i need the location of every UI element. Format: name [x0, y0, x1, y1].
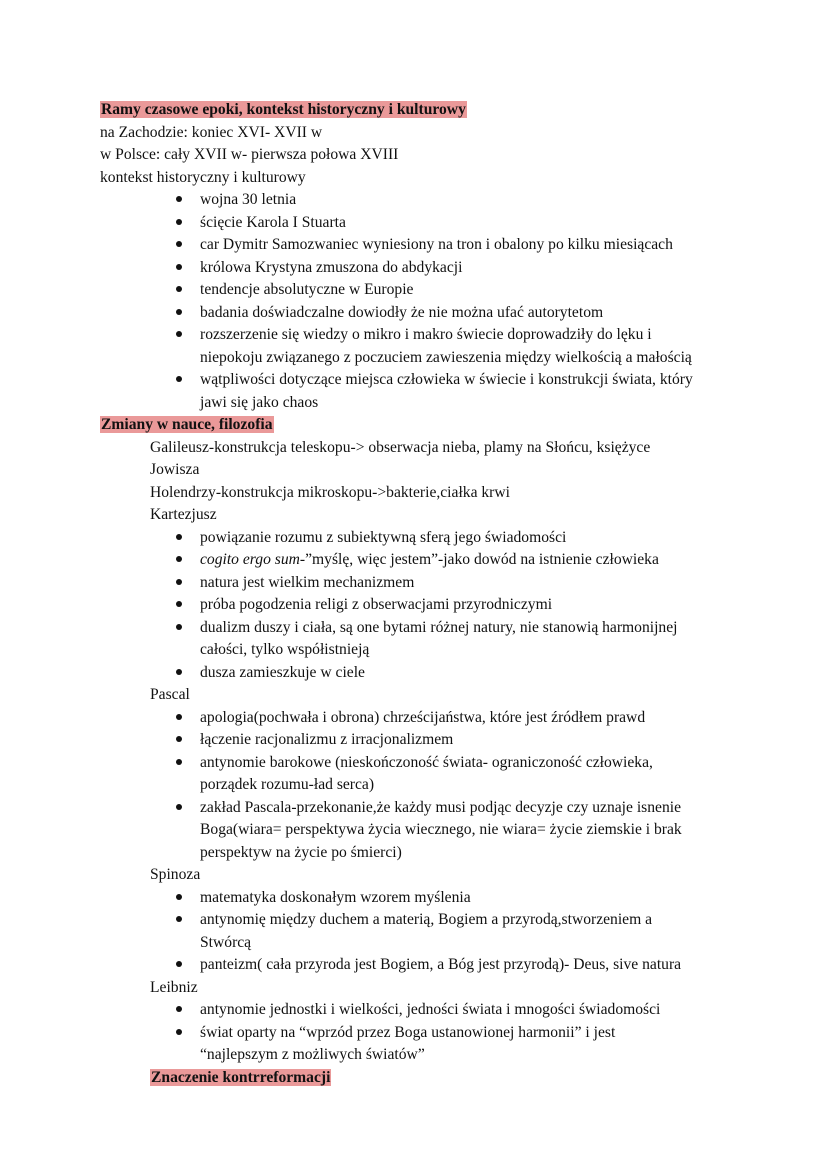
list-item: łączenie racjonalizmu z irracjonalizmem: [200, 731, 454, 748]
list-item: królowa Krystyna zmuszona do abdykacji: [200, 258, 463, 276]
text-line-west: na Zachodzie: koniec XVI- XVII w: [100, 123, 323, 141]
bullet-icon: [176, 759, 182, 765]
bullet-icon: [176, 579, 182, 585]
list-item: dualizm duszy i ciała, są one bytami różnej natury, nie stanowią harmonijnej: [200, 618, 678, 636]
list-item: natura jest wielkim mechanizmem: [200, 573, 415, 591]
list-item: panteizm( cała przyroda jest Bogiem, a Bóg jest przyrodą)- Deus, sive natura: [200, 956, 682, 973]
section-heading-counter-reformation: Znaczenie kontrreformacji: [151, 1068, 331, 1086]
list-item: powiązanie rozumu z subiektywną sferą jego świadomości: [200, 528, 567, 546]
bullet-icon: [176, 804, 182, 810]
bullet-icon: [176, 376, 182, 382]
bullet-icon: [176, 556, 182, 562]
bullet-icon: [176, 916, 182, 922]
list-item: matematyka doskonałym wzorem myślenia: [200, 888, 471, 906]
text-line-poland: w Polsce: cały XVII w- pierwsza połowa XVIII: [100, 146, 399, 163]
list-item: świat oparty na “wprzód przez Boga ustanowionej harmonii” i jest: [200, 1023, 616, 1041]
subheading-pascal: Pascal: [150, 686, 190, 703]
list-item: antynomie barokowe (nieskończoność świata- ograniczoność człowieka,: [200, 753, 653, 771]
list-item-continuation: porządek rozumu-ład serca): [200, 776, 375, 793]
bullet-icon: [176, 309, 182, 315]
bullet-icon: [176, 894, 182, 900]
list-item-continuation: “najlepszym z możliwych światów”: [200, 1046, 425, 1063]
bullet-icon: [176, 961, 182, 967]
list-item: wątpliwości dotyczące miejsca człowieka w świecie i konstrukcji świata, który: [200, 371, 693, 388]
list-item: dusza zamieszkuje w ciele: [200, 663, 365, 681]
list-item: car Dymitr Samozwaniec wyniesiony na tron i obalony po kilku miesiącach: [200, 236, 673, 253]
list-item: cogito ergo sum-”myślę, więc jestem”-jako dowód na istnienie człowieka: [200, 551, 659, 568]
list-item-continuation: jawi się jako chaos: [200, 393, 319, 411]
text-line-dutch: Holendrzy-konstrukcja mikroskopu->bakterie,ciałka krwi: [150, 483, 510, 501]
bullet-icon: [176, 736, 182, 742]
list-item: antynomię między duchem a materią, Bogiem a przyrodą,stworzeniem a: [200, 911, 653, 928]
bullet-icon: [176, 1006, 182, 1012]
bullet-icon: [176, 669, 182, 675]
italic-phrase: cogito ergo sum: [200, 551, 300, 568]
list-item: tendencje absolutyczne w Europie: [200, 281, 414, 298]
bullet-icon: [176, 331, 182, 337]
list-item: antynomie jednostki i wielkości, jedności świata i mnogości świadomości: [200, 1001, 661, 1018]
text-line-galileo-continuation: Jowisza: [150, 461, 200, 478]
section-heading-science: Zmiany w nauce, filozofia: [101, 416, 273, 433]
list-item: wojna 30 letnia: [200, 191, 297, 208]
list-item-continuation: Stwórcą: [200, 933, 252, 951]
subheading-kartezjusz: Kartezjusz: [150, 506, 217, 523]
subheading-leibniz: Leibniz: [150, 978, 198, 996]
bullet-icon: [176, 286, 182, 292]
bullet-icon: [176, 1029, 182, 1035]
bullet-icon: [176, 624, 182, 630]
bullet-icon: [176, 196, 182, 202]
bullet-icon: [176, 241, 182, 247]
bullet-icon: [176, 601, 182, 607]
list-item: zakład Pascala-przekonanie,że każdy musi podjąc decyzje czy uznaje isnenie: [200, 798, 682, 816]
section-heading-time-frame: Ramy czasowe epoki, kontekst historyczny i kulturowy: [101, 101, 466, 118]
bullet-icon: [176, 264, 182, 270]
text-line-galileo: Galileusz-konstrukcja teleskopu-> obserwacja nieba, plamy na Słońcu, księżyce: [150, 438, 651, 456]
list-item: rozszerzenie się wiedzy o mikro i makro świecie doprowadziły do lęku i: [200, 326, 652, 343]
list-item: próba pogodzenia religi z obserwacjami przyrodniczymi: [200, 596, 553, 613]
list-item-continuation: perspektyw na życie po śmierci): [200, 843, 402, 861]
subheading-spinoza: Spinoza: [150, 866, 201, 883]
list-item: apologia(pochwała i obrona) chrześcijaństwa, które jest źródłem prawd: [200, 708, 646, 726]
list-item-continuation: Boga(wiara= perspektywa życia wiecznego, nie wiara= życie ziemskie i brak: [200, 821, 682, 838]
list-item-continuation: niepokoju związanego z poczuciem zawieszenia między wielkością a małością: [200, 348, 692, 366]
bullet-icon: [176, 534, 182, 540]
text-line-context: kontekst historyczny i kulturowy: [100, 168, 306, 186]
list-item: ścięcie Karola I Stuarta: [200, 213, 346, 231]
bullet-icon: [176, 714, 182, 720]
list-item: badania doświadczalne dowiodły że nie można ufać autorytetom: [200, 303, 604, 321]
bullet-icon: [176, 219, 182, 225]
list-item-continuation: całości, tylko współistnieją: [200, 641, 370, 658]
